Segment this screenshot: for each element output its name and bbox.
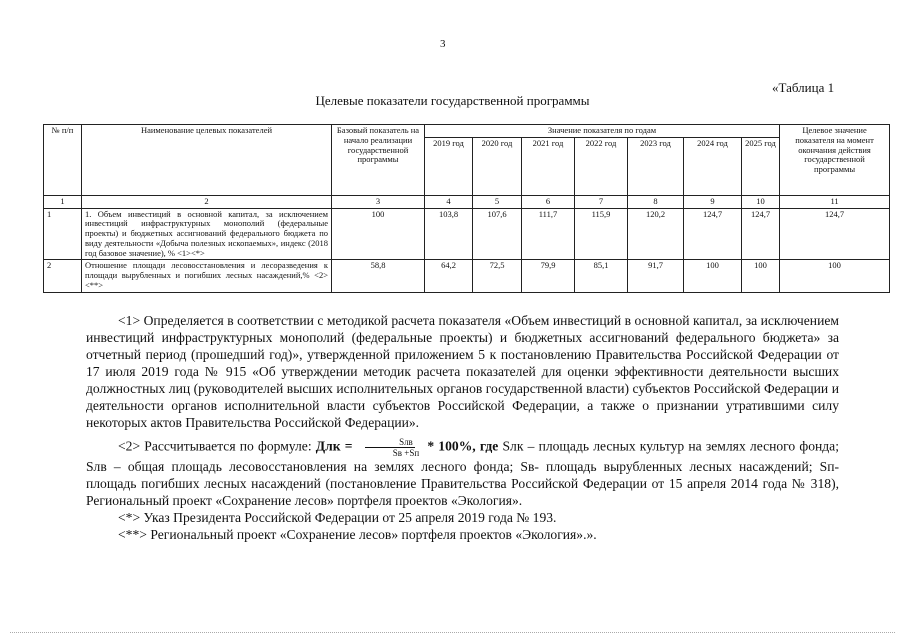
header-base: Базовый показатель на начало реализации государственной программы: [332, 125, 425, 196]
column-number: 1: [44, 195, 82, 208]
table-row: [44, 260, 890, 292]
column-number: 7: [575, 195, 628, 208]
column-number: 2: [82, 195, 332, 208]
row-value: 115,9: [575, 208, 628, 260]
row-name: Отношение площади лесовосстановления и лесоразведения к площади вырубленных и погибших лесных насаждений,% <2> <**>: [82, 260, 332, 292]
column-number: 11: [780, 195, 890, 208]
formula-denominator: Sв +Sп: [392, 448, 420, 458]
table-row: [44, 208, 890, 260]
row-value: 124,7: [684, 208, 742, 260]
header-values-group: Значение показателя по годам: [425, 125, 780, 138]
row-value: 64,2: [425, 260, 473, 292]
formula-numerator: Sлв: [365, 437, 415, 448]
footnote-1: <1> Определяется в соответствии с методикой расчета показателя «Объем инвестиций в основной капитал, за исключением инвестиций инфраструктурных монополий (федеральные проекты) и бюджетных ассигнований федерального бюджета» за отчетный период (прошедший год)», утвержденной приложением 5 к постановлению Правительства Российской Федерации от 17 июля 2019 года № 915 «Об утверждении методик расчета показателей для оценки эффективности деятельности высших должностных лиц (руководителей высших исполнительных органов государственной власти) субъектов Российской Федерации и деятельности органов исполнительной власти субъектов Российской Федерации, а также о признании утратившими силу некоторых актов Правительства Российской Федерации».: [86, 313, 839, 430]
header-year: 2020 год: [473, 137, 522, 195]
footnote-4: <**> Региональный проект «Сохранение лесов» портфеля проектов «Экология».».: [118, 527, 597, 542]
footnote-3: <*> Указ Президента Российской Федерации от 25 апреля 2019 года № 193.: [118, 510, 557, 525]
formula-fraction: [361, 437, 419, 458]
scan-edge-line: [10, 632, 895, 633]
row-num: 1: [44, 208, 82, 260]
header-year: 2025 год: [742, 137, 780, 195]
footnote-2-prefix: <2> Рассчитывается по формуле:: [118, 438, 312, 454]
footnote-2-rest: Sлк – площадь лесных культур на землях лесного фонда; Sлв – общая площадь лесовосстановления на землях лесного фонда; Sв- площадь вырубленных лесных насаждений; Sп- площадь погибших лесных насаждений (постановление Правительства Российской Федерации от 15 апреля 2014 года № 318), Региональный проект «Сохранение лесов» портфеля проектов «Экология».: [86, 438, 839, 508]
header-name: Наименование целевых показателей: [82, 125, 332, 196]
column-number: 8: [628, 195, 684, 208]
column-number: 3: [332, 195, 425, 208]
header-year: 2023 год: [628, 137, 684, 195]
row-value: 100: [742, 260, 780, 292]
column-number: 10: [742, 195, 780, 208]
row-base: 100: [332, 208, 425, 260]
header-year: 2019 год: [425, 137, 473, 195]
column-number: 5: [473, 195, 522, 208]
indicators-table: [43, 124, 890, 293]
row-target: 100: [780, 260, 890, 292]
page-number: 3: [440, 38, 446, 50]
footnote-2: [86, 437, 839, 509]
row-num: 2: [44, 260, 82, 292]
formula-rhs: * 100%, где: [427, 438, 499, 454]
column-number: 4: [425, 195, 473, 208]
table-label: «Таблица 1: [772, 80, 835, 95]
column-number: 6: [522, 195, 575, 208]
row-value: 91,7: [628, 260, 684, 292]
row-value: 120,2: [628, 208, 684, 260]
row-value: 100: [684, 260, 742, 292]
column-number-row: [44, 195, 890, 208]
column-number: 9: [684, 195, 742, 208]
table-header-row: [44, 125, 890, 138]
row-base: 58,8: [332, 260, 425, 292]
footnotes: [86, 312, 839, 543]
row-value: 103,8: [425, 208, 473, 260]
row-value: 72,5: [473, 260, 522, 292]
formula-lhs: Длк =: [315, 438, 353, 454]
row-value: 107,6: [473, 208, 522, 260]
row-name: 1. Объем инвестиций в основной капитал, за исключением инвестиций инфраструктурных монополий (федеральные проекты) и бюджетных ассигнований федерального бюджета по виду деятельности «Добыча полезных ископаемых», индекс (2018 год базовое значение), % <1><*>: [82, 208, 332, 260]
row-value: 111,7: [522, 208, 575, 260]
row-value: 124,7: [742, 208, 780, 260]
header-year: 2022 год: [575, 137, 628, 195]
header-target: Целевое значение показателя на момент окончания действия государственной программы: [780, 125, 890, 196]
header-year: 2024 год: [684, 137, 742, 195]
header-num: № п/п: [44, 125, 82, 196]
row-target: 124,7: [780, 208, 890, 260]
header-year: 2021 год: [522, 137, 575, 195]
row-value: 79,9: [522, 260, 575, 292]
row-value: 85,1: [575, 260, 628, 292]
document-title: Целевые показатели государственной программы: [315, 93, 590, 108]
